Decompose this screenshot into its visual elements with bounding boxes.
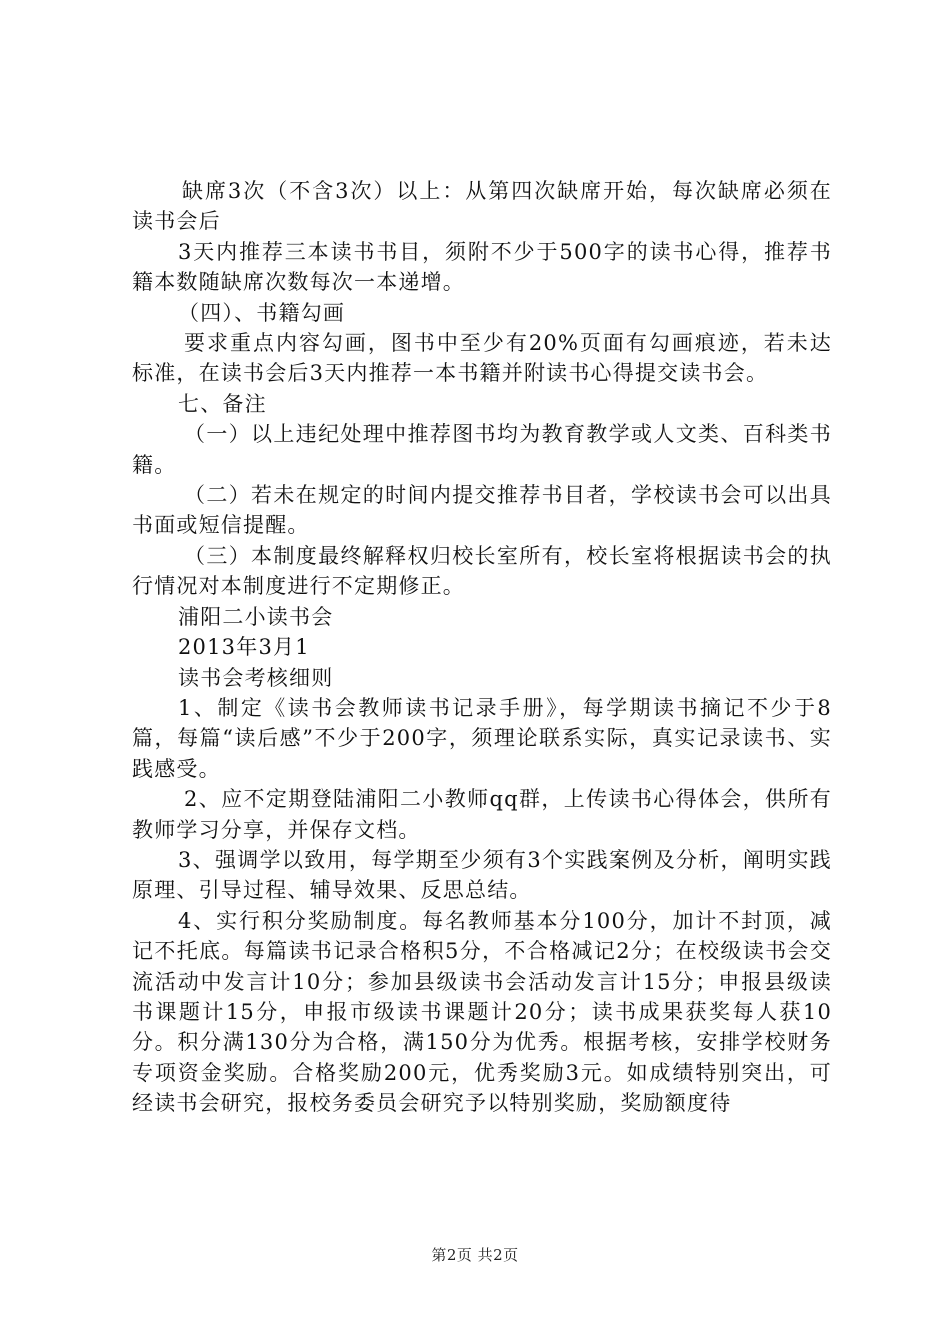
paragraph-assessment-1: 1、制定《读书会教师读书记录手册》，每学期读书摘记不少于8篇，每篇“读后感”不少于200字，须理论联系实际，真实记录读书、实践感受。 (132, 695, 832, 781)
page-footer: 第2页 共2页 (431, 1246, 519, 1264)
paragraph-note-2: （二）若未在规定的时间内提交推荐书目者，学校读书会可以出具书面或短信提醒。 (132, 483, 832, 538)
signature-date: 2013年3月1 (178, 635, 310, 660)
paragraph-note-3: （三）本制度最终解释权归校长室所有，校长室将根据读书会的执行情况对本制度进行不定期修正。 (132, 543, 832, 599)
paragraph-marking-requirement: 要求重点内容勾画，图书中至少有20%页面有勾画痕迹，若未达标准，在读书会后3天内推荐一本书籍并附读书心得提交读书会。 (132, 331, 832, 386)
paragraph-absence-rule: 缺席3次（不含3次）以上：从第四次缺席开始，每次缺席必须在读书会后 (132, 179, 832, 234)
document-body (132, 176, 832, 1119)
paragraph-note-1: （一）以上违纪处理中推荐图书均为教育教学或人文类、百科类书籍。 (132, 422, 832, 477)
section-heading-assessment: 读书会考核细则 (178, 665, 334, 690)
paragraph-assessment-4: 4、实行积分奖励制度。每名教师基本分100分，加计不封顶，减记不托底。每篇读书记录合格积5分，不合格减记2分；在校级读书会交流活动中发言计10分；参加县级读书会活动发言计15分；申报县级读书课题计15分，申报市级读书课题计20分；读书成果获奖每人获10分。积分满130分为合格，满150分为优秀。根据考核，安排学校财务专项资金奖励。合格奖励200元，优秀奖励3元。如成绩特别突出，可经读书会研究，报校务委员会研究予以特别奖励，奖励额度待 (132, 908, 833, 1116)
signature-organization: 浦阳二小读书会 (178, 604, 334, 629)
paragraph-recommend-books: 3天内推荐三本读书书目，须附不少于500字的读书心得，推荐书籍本数随缺席次数每次一本递增。 (132, 239, 832, 295)
paragraph-assessment-3: 3、强调学以致用，每学期至少须有3个实践案例及分析，阐明实践原理、引导过程、辅导效果、反思总结。 (132, 847, 832, 903)
section-heading-notes: 七、备注 (178, 391, 267, 416)
section-heading-book-marking: （四）、书籍勾画 (178, 300, 346, 325)
paragraph-assessment-2: 2、应不定期登陆浦阳二小教师qq群，上传读书心得体会，供所有教师学习分享，并保存文档。 (132, 787, 832, 842)
